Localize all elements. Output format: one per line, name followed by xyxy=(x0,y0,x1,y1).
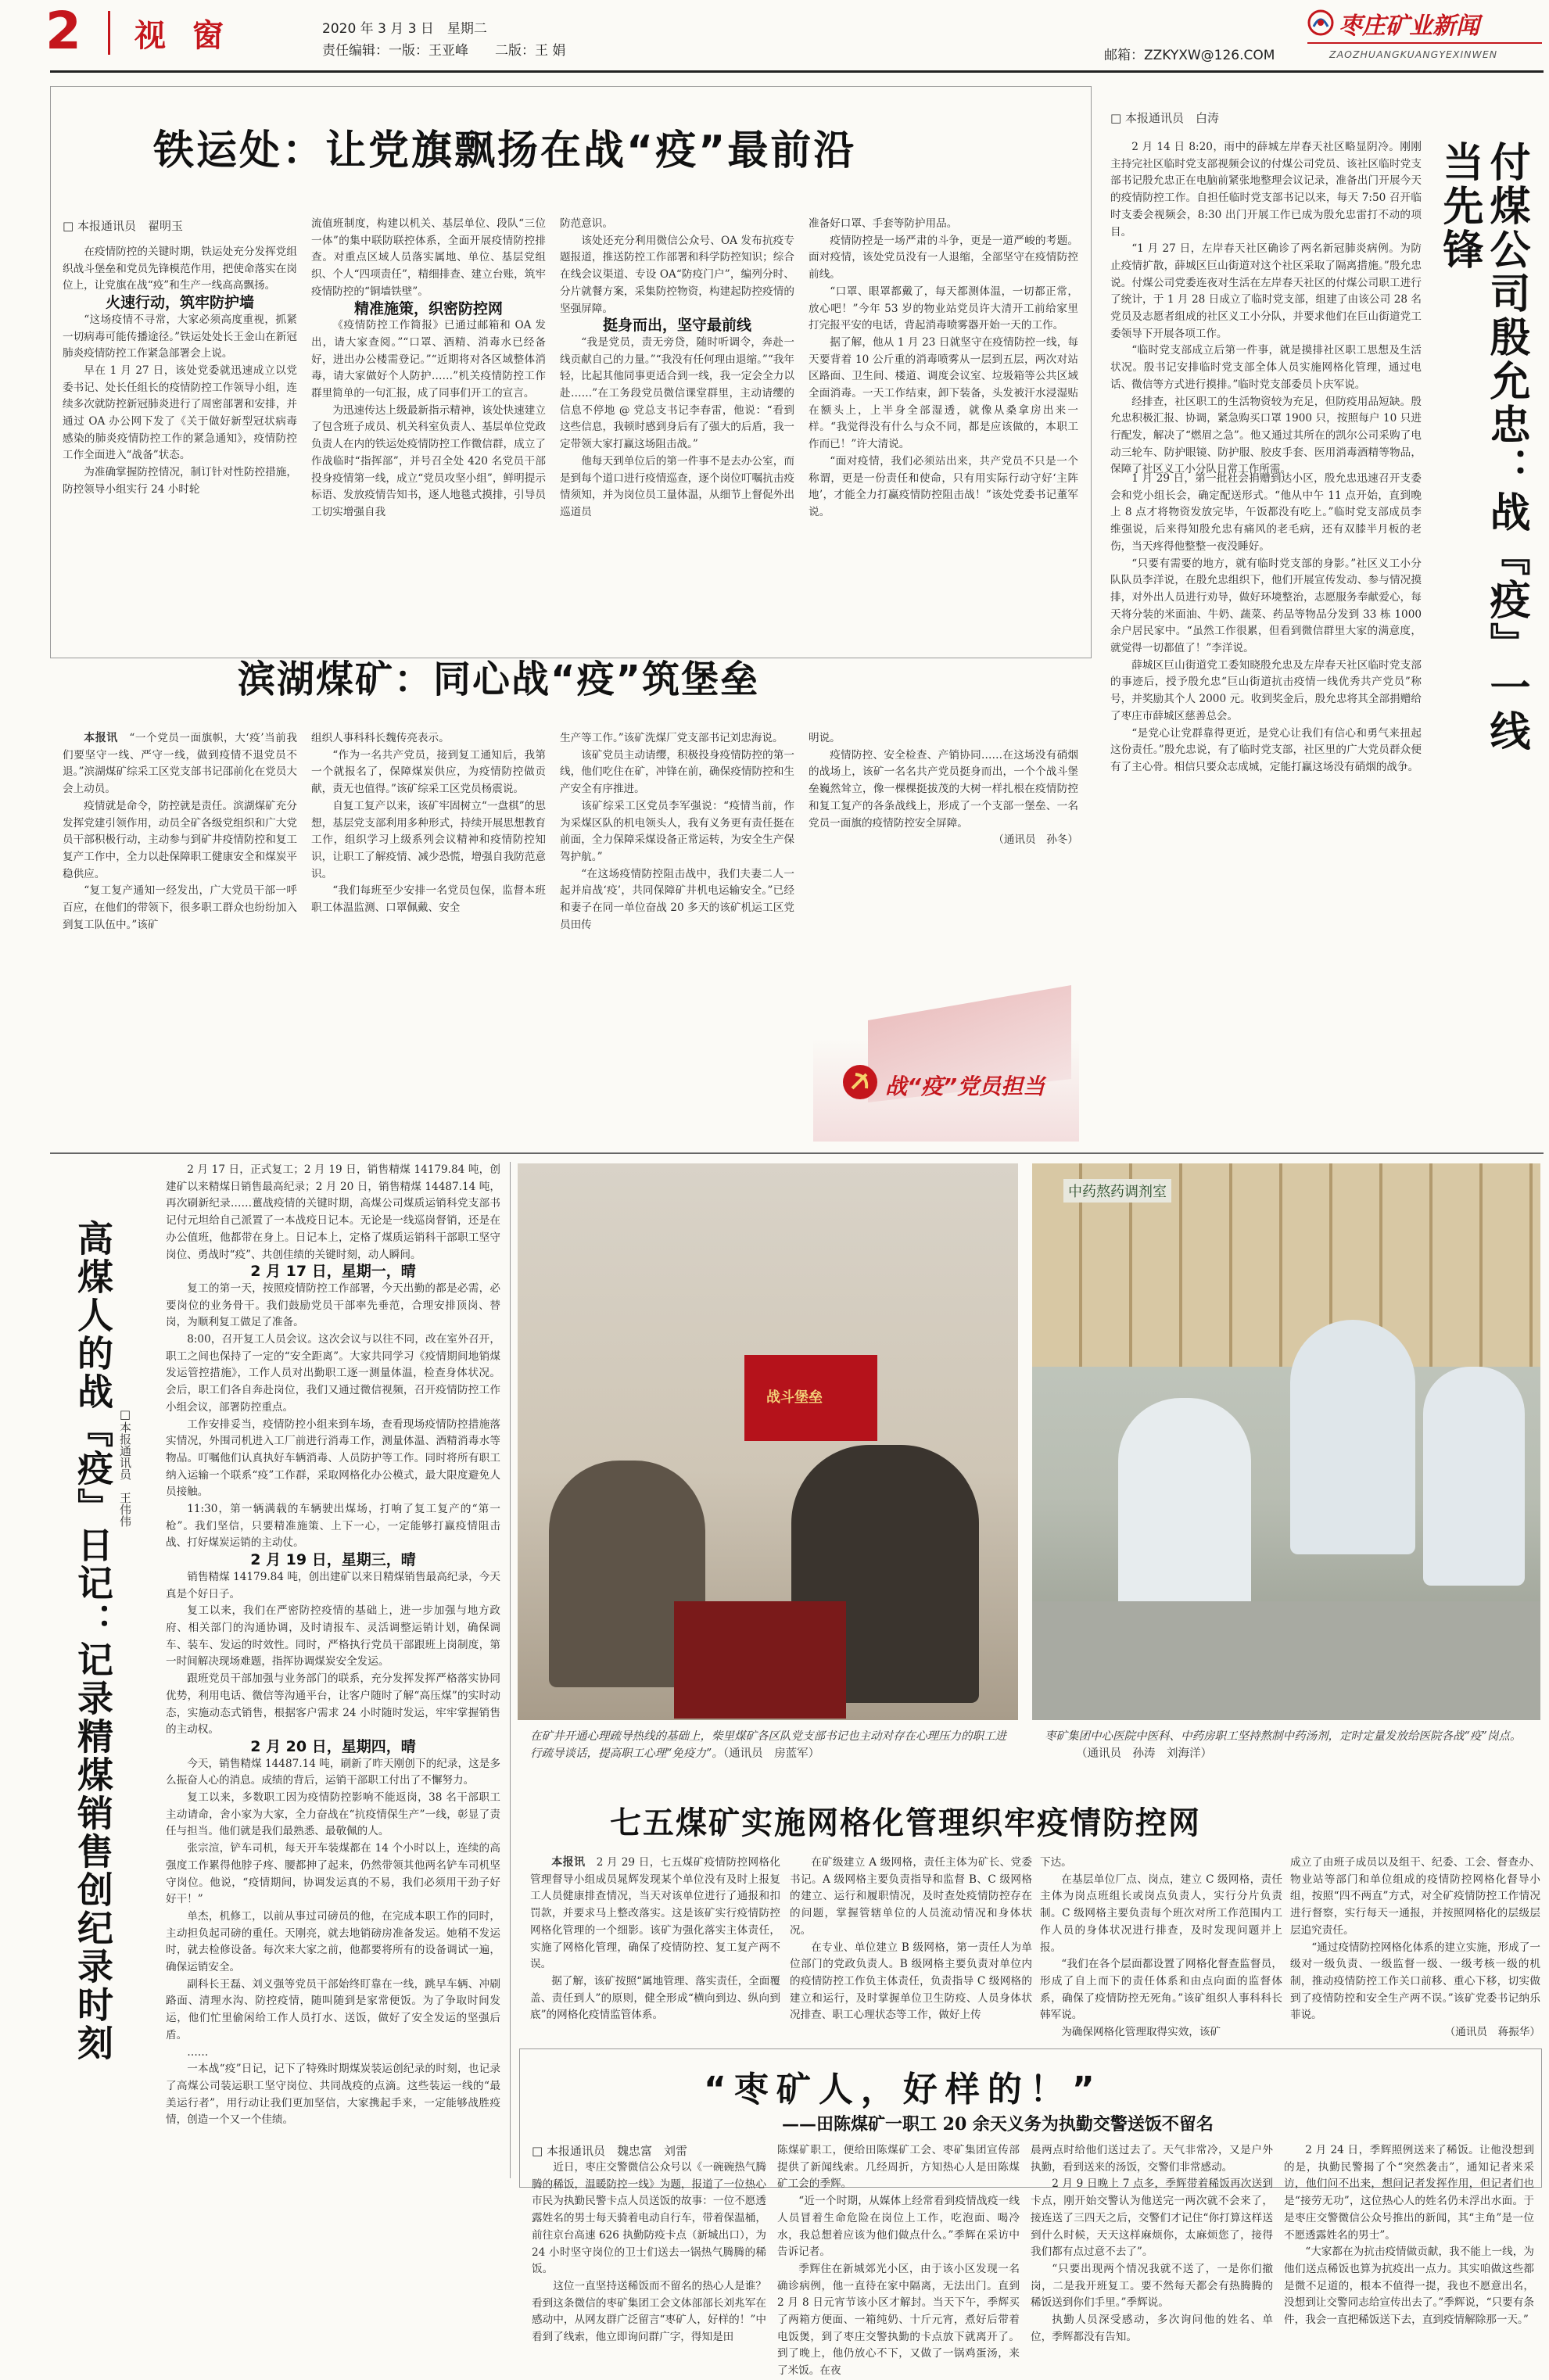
paragraph: “作为一名共产党员，接到复工通知后，我第一个就报名了，保障煤炭供应，为疫情防控做贡献，责无也值得。”该矿综采工区党员杨震说。 xyxy=(311,748,546,796)
article4-byline xyxy=(117,1407,134,1626)
article1-col4 xyxy=(809,216,1078,651)
byline-text: 本报通讯员 白涛 xyxy=(1124,111,1219,125)
subheading: 挺身而出，坚守最前线 xyxy=(602,317,751,335)
paragraph: “是党心让党群靠得更近，是党心让我们有信心和勇气来扭起这份责任。”殷允忠说，有了临时党支部，社区里的广大党员群众便有了主心骨。相信只要众志成城，定能打赢这场没有硝烟的战争。 xyxy=(1110,726,1422,773)
paragraph: 他每天到单位后的第一件事不是去办公室，而是到每个道口进行疫情巡查，逐个岗位叮嘱抗击疫情须知，并为岗位员工量体温，从细节上督促外出巡道员 xyxy=(560,454,794,518)
issue-date: 2020 年 3 月 3 日 星期二 xyxy=(322,21,487,37)
paragraph: “只要出现两个情况我就不送了，一是你们撤岗，二是我开班复工。要不然每天都会有热腾腾的稀饭送到你们手里。”季辉说。 xyxy=(1031,2262,1273,2310)
photo-counseling xyxy=(518,1163,1018,1720)
paragraph: 1 月 29 日，第一批社会捐赠到达小区，殷允忠迅速召开支委会和党小组长会，确定配送形式。“他从中午 11 点开始，直到晚上 8 点才将物资发放完毕，午饭都没有吃上。”临时党支部成员李维强说，后来得知殷允忠有痛风的老毛病，还有双膝半月板的老伤，当天疼得他整整一夜没睡好。 xyxy=(1110,472,1422,553)
paragraph: 复工以来，我们在严密防控疫情的基础上，进一步加强与地方政府、相关部门的沟通协调，及时请报车、灵活调整运销计划，确保调车、装车、发运的时效性。同时，严格执行党员干部跟班上岗制度，第一时间解决现场难题，指挥协调煤炭安全发运。 xyxy=(166,1604,500,1669)
paragraph: 执勤人员深受感动，多次询问他的姓名、单位，季辉都没有告知。 xyxy=(1031,2314,1273,2343)
article5-col1 xyxy=(530,1855,780,2042)
article5-col4 xyxy=(1290,1855,1540,2042)
paragraph: 跟班党员干部加强与业务部门的联系，充分发挥发挥严格落实协同优势，利用电话、微信等沟通平台，让客户随时了解“高压煤”的实时动态，实施动态式销售，根据客户需求 24 小时随时发运，牢牢掌握销售的主动权。 xyxy=(166,1672,500,1737)
diary-date: 2 月 17 日，星期一，晴 xyxy=(250,1263,416,1281)
paragraph: 2 月 9 日晚上 7 点多，季辉带着稀饭再次送到卡点，刚开始交警认为他送完一两次就不会来了，接连送了三四天之后，交警们才记住“你打算这样送到什么时候，天天这样麻烦你，太麻烦您了，接得我们都有点过意不去了”。 xyxy=(1031,2177,1273,2259)
paper-pinyin: ZAOZHUANGKUANGYEXINWEN xyxy=(1329,48,1498,60)
caption-credit: （通讯员 房蓝军） xyxy=(723,1747,820,1760)
paragraph: “近一个时期，从媒体上经常看到疫情战疫一线人员冒着生命危险在岗位上工作，吃泡面、喝冷水，我总想着应该为他们做点什么。”季辉在采访中告诉记者。 xyxy=(777,2195,1020,2259)
paragraph: 在基层单位厂点、岗点，建立 C 级网格，责任主体为岗点班组长或岗点负责人，实行分片负责制。C 级网格主要负责每个班次对所工作范围内工作人员的身体状况进行排查，及时发现问题并上报。 xyxy=(1040,1873,1282,1954)
paragraph: 工作安排妥当，疫情防控小组来到车场，查看现场疫情防控措施落实情况，外围司机进入工厂前进行消毒工作，测量体温、酒精消毒水等物品。叮嘱他们认真执好车辆消毒、人员防护等工作。同时将所有职工纳入运输一个联系“疫”工作群，采取网格化办公模式，最大限度避免人员接触。 xyxy=(166,1418,500,1499)
article1-col1 xyxy=(63,244,297,651)
article4-title: 高煤人的战『疫』日记：记录精煤销售创纪录时刻 xyxy=(72,1220,114,2063)
paragraph: 复工以来，多数职工因为疫情防控影响不能返岗，38 名干部职工主动请命，舍小家为大家，全力奋战在“抗疫情保生产”一线，彰显了责任与担当。他们就是我们最熟悉、最敬佩的人。 xyxy=(166,1791,500,1838)
paragraph: 明说。 xyxy=(809,732,841,744)
paper-logo xyxy=(1307,6,1542,45)
article3-col1 xyxy=(1110,139,1422,476)
paragraph: 为确保网格化管理取得实效，该矿 xyxy=(1061,2026,1221,2039)
paragraph: 为迅速传达上级最新指示精神，该处快速建立了包含班子成员、机关科室负责人、基层单位党政负责人在内的铁运处疫情防控工作微信群，成立了作战临时“指挥部”，并号召全处 420 名党员干部投身疫情第一线，成立“党员攻坚小组”，鲜明提示标语、发放疫情告知书，逐人地毯式摸排，引导员工切实增强自我 xyxy=(311,403,546,518)
banner-text: 战“疫”党员担当 xyxy=(885,1074,1045,1099)
article2-col3 xyxy=(560,730,794,1145)
paragraph: 副科长王磊、刘义强等党员干部始终盯靠在一线，跳早车辆、冲刷路面、清理水沟、防控疫情，随叫随到是家常便饭。为了争取时间发运，他们忙里偷闲给工作人员打水、送饭，做好了安全发运的坚强后盾。 xyxy=(166,1977,500,2041)
photo-caption-left xyxy=(530,1728,1015,1762)
paragraph: 下达。 xyxy=(1040,1856,1072,1869)
paragraph: “我们在各个层面都设置了网格化督查监督员，形成了自上而下的责任体系和由点向面的监督体系，确保了疫情防控无死角。”该矿组织人事科科长韩军说。 xyxy=(1040,1958,1282,2022)
byline-marker-icon: □ xyxy=(1110,111,1125,125)
article2-col4 xyxy=(809,730,1078,962)
paragraph: “大家都在为抗击疫情做贡献，我不能上一线，为他们送点稀饭也算为抗疫出一点力。其实咱做这些都是微不足道的，根本不值得一提，我也不愿意出名，没想到让交警同志给宣传出去了。”季辉说，“只要有条件，我会一直把稀饭送下去，直到疫情解除那一天。” xyxy=(1284,2246,1534,2327)
paragraph: 《疫情防控工作简报》已通过邮箱和 OA 发出，请大家查阅。”“口罩、酒精、消毒水已经备好，进出办公楼需登记。”“近期将对各区域整体消毒，请大家做好个人防护……”机关疫情防控工作群里简单的一句汇报，成了同事们开工的宣言。 xyxy=(311,319,546,400)
byline-text: 本报通讯员 王伟伟 xyxy=(118,1421,132,1527)
paragraph: 近日，枣庄交警微信公众号以《一碗碗热气腾腾的稀饭，温暖防控一线》为题，报道了一位热心市民为执勤民警卡点人员送饭的故事：一位不愿透露姓名的男士每天骑着电动自行车，带着保温桶，前往京台高速 626 执勤防疫卡点（新城出口），为 24 小时坚守岗位的卫士们送去一锅热气腾腾的稀饭。 xyxy=(532,2161,766,2276)
article6-subtitle: ——田陈煤矿一职工 20 余天义务为执勤交警送饭不留名 xyxy=(782,2114,1214,2134)
photo-sign-text: 中药熬药调剂室 xyxy=(1063,1179,1171,1203)
diary-date: 2 月 19 日，星期三，晴 xyxy=(250,1551,416,1569)
article6-col1 xyxy=(532,2160,766,2344)
paragraph: 本报讯 2 月 29 日，七五煤矿疫情防控网格化管理督导小组成员晁辉发现某个单位没有及时上报复工人员健康排查情况，当天对该单位进行了通报和扣罚款，并要求马上整改落实。这是该矿实行疫情防控网格化管理的一个细影。该矿为强化落实主体责任，实施了网格化管理，确保了疫情防控、复工复产两不误。 xyxy=(530,1856,780,1971)
paragraph: 这位一直坚持送稀饭而不留名的热心人是谁？看到这条微信的枣矿集团工会文体部部长刘兆军在感动中，从网友群广泛留言“枣矿人，好样的！”中看到了线索，他立即询问群广字，得知是田 xyxy=(532,2279,766,2344)
section-rule xyxy=(50,1152,1544,1154)
masthead-rule xyxy=(50,70,1544,73)
article5-col2 xyxy=(790,1855,1032,2042)
paragraph: 经排查，社区职工的生活物资较为充足，但防疫用品短缺。殷允忠积极汇报、协调，紧急购买口罩 1900 只，按照每户 10 只进行配发，解决了“燃眉之急”。他又通过其所在的凯尔公司采购了电动三轮车、防护眼镜、防护服、胶皮手套、医用消毒酒精等物品，保障了社区义工小分队日常工作所需。 xyxy=(1110,395,1422,476)
photo-pharmacy xyxy=(1032,1163,1540,1720)
responsible-editors: 责任编辑：一版：王亚峰 二版：王 娟 xyxy=(322,43,566,59)
paragraph: “临时党支部成立后第一件事，就是摸排社区职工思想及生活状况。殷书记安排临时党支部全体人员实施网格化管理，通过电话、微信等方式进行摸排。”临时党支部委员卜庆军说。 xyxy=(1110,344,1422,391)
article6-col3 xyxy=(1031,2142,1273,2343)
paragraph: “我是党员，责无旁贷，随时听调令，奔赴一线贡献自己的力量。”“我没有任何理由退缩。”“我年轻，比起其他同事更适合到一线，我一定会全力以赴……”在工务段党员微信课堂群里，主动请缨的信息不停地 @ 党总支书记李春雷，他说：“看到这些信息，我顿时感到身后有了强大的后盾，我一定带领大家打赢这场阻击战。” xyxy=(560,335,794,451)
paragraph: 张宗渲，铲车司机，每天开车装煤都在 14 个小时以上，连续的高强度工作累得他脖子疼、腰都抻了起来，仍然带领其他两名铲车司机坚守岗位。他说，“疫情期间，协调发运真的不易，我们必须用干劲子好好干！” xyxy=(166,1842,500,1906)
caption-credit: （通讯员 孙涛 刘海洋） xyxy=(1076,1747,1212,1760)
paragraph: 成立了由班子成员以及组干、纪委、工会、督查办、物业站等部门和单位组成的疫情防控网格化督导小组，按照“四不两直”方式，对全矿疫情防控工作情况进行督察，实行每天一通报，并按照网格化的层级层层追究责任。 xyxy=(1290,1856,1540,1937)
masthead-underline xyxy=(1307,42,1542,44)
article3-col3 xyxy=(1110,987,1540,1143)
paragraph: …… xyxy=(187,2045,209,2059)
paragraph: 11:30，第一辆满载的车辆驶出煤场，打响了复工复产的“第一枪”。我们坚信，只要精准施策、上下一心，一定能够打赢疫情阻击战、打好煤炭运销的主动仗。 xyxy=(166,1503,500,1550)
paragraph-text: “一个党员一面旗帜，大‘疫’当前我们要坚守一线、严守一线，做到疫情不退党员不退。”滨湖煤矿综采工区党支部书记邵前化在党员大会上动员。 xyxy=(63,732,298,796)
paragraph: 组织人事科科长魏传亮表示。 xyxy=(311,732,450,744)
column-divider xyxy=(510,1162,511,2178)
section-name: 视 窗 xyxy=(134,17,231,54)
article2-col2 xyxy=(311,730,546,1145)
paragraph: 据了解，该矿按照“属地管理、落实责任，全面覆盖、责任到人”的原则，健全形成“横向到边、纵向到底”的网格化疫情监管体系。 xyxy=(530,1974,780,2022)
photo-banner-text: 战斗堡垒 xyxy=(766,1389,823,1406)
photo-desk xyxy=(674,1601,846,1719)
paragraph-text: 2 月 29 日，七五煤矿疫情防控网格化管理督导小组成员晁辉发现某个单位没有及时上报复工人员健康排查情况，当天对该单位进行了通报和扣罚款，并要求马上整改落实。这是该矿实行疫情防控网格化管理的一个细影。该矿为强化落实主体责任，实施了网格化管理，确保了疫情防控、复工复产两不误。 xyxy=(530,1856,780,1971)
paragraph: 自复工复产以来，该矿牢固树立“一盘棋”的思想，基层党支部利用多种形式，持续开展思想教育工作，组织学习上级系列会议精神和疫情防控知识，让职工了解疫情、减少恐慌，增强自我防范意识。 xyxy=(311,799,546,880)
diary-date: 2 月 20 日，星期四，晴 xyxy=(250,1737,416,1755)
paragraph: 该处还充分利用微信公众号、OA 发布抗疫专题报道，推送防控工作部署和科学防控知识；综合在线会议渠道、专设 OA“防疫门户”，编列分时、分片就餐方案，采集防控物资，构建起防控疫情的坚强屏障。 xyxy=(560,234,794,315)
paragraph: 疫情防控是一场严肃的斗争，更是一道严峻的考题。面对疫情，该处党员没有一人退缩，全部坚守在疫情防控前线。 xyxy=(809,234,1078,281)
paragraph: 一本战“疫”日记，记下了特殊时期煤炭装运创纪录的时刻，也记录了高煤公司装运职工坚守岗位、共同战疫的点滴。这些装运一线的“最美运行者”，用行动让我们更加坚信，大家携起手来，一定能够战胜疫情，创造一个又一个佳绩。 xyxy=(166,2063,500,2127)
paragraph: 在疫情防控的关键时期，铁运处充分发挥党组织战斗堡垒和党员先锋模范作用，把使命落实在岗位上，让党旗在战“疫”和生产一线高高飘扬。 xyxy=(63,246,297,292)
party-emblem-icon xyxy=(841,1063,879,1101)
subheading: 火速行动，筑牢防护墙 xyxy=(105,294,254,312)
paragraph: “通过疫情防控网格化体系的建立实施，形成了一级对一级负责、一级监督一级、一级考核一级的机制，推动疫情防控工作关口前移、重心下移，切实做到了疫情防控和安全生产两不误。”该矿党委书记纳乐菲说。 xyxy=(1290,1941,1540,2022)
article2-col1 xyxy=(63,730,297,1145)
paragraph: 该矿党员主动请缨，积极投身疫情防控的第一线，他们吃住在矿，冲锋在前，确保疫情防控和生产安全有序推进。 xyxy=(560,748,794,796)
paragraph: “1 月 27 日，左岸春天社区确诊了两名新冠肺炎病例。为防止疫情扩散，薛城区巨山街道对这个社区采取了隔离措施。”殷允忠说。付煤公司党委连夜对生活在左岸春天社区的付煤公司职工进行了统计，于 1 月 28 日成立了临时党支部，组建了由该公司 28 名党员及志愿者组成的社区义工小分队，并要求他们在巨山街道党工委领导下开展各项工作。 xyxy=(1110,242,1422,340)
photo-caption-right xyxy=(1045,1728,1529,1762)
paragraph: 在矿级建立 A 级网格，责任主体为矿长、党委书记。A 级网格主要负责指导和监督 B、C 级网格的建立、运行和履职情况，及时查处疫情防控存在的问题，掌握管辖单位的人员流动情况和身体状况。 xyxy=(790,1856,1032,1937)
page-number: 2 xyxy=(45,1,81,61)
paragraph: “口罩、眼罩都戴了，每天都测体温，一切都正常，放心吧！”今年 53 岁的物业站党员许大清开工前给家里打完报平安的电话，背起消毒喷雾器开始一天的工作。 xyxy=(809,285,1078,332)
byline-text: 本报通讯员 魏忠富 刘雷 xyxy=(546,2144,687,2158)
paragraph: 2 月 24 日，季辉照例送来了稀饭。让他没想到的是，执勤民警揭了个“突然袭击”，通知记者来采访，他们问不出来，想问记者发挥作用，但记者们也是“接劳无功”，这位热心人的姓名仍未浮出水面。于是枣庄交警微信公众号推出的新闻，其“主角”是一位不愿透露姓名的男士”。 xyxy=(1284,2144,1534,2242)
paragraph: 本报讯 “一个党员一面旗帜，大‘疫’当前我们要坚守一线、严守一线，做到疫情不退党员不退。”滨湖煤矿综采工区党支部书记邵前化在党员大会上动员。 xyxy=(63,732,298,796)
byline-text: 本报通讯员 翟明玉 xyxy=(77,219,183,233)
paragraph: 防范意识。 xyxy=(560,217,613,230)
paragraph: “在这场疫情防控阻击战中，我们夫妻二人一起并肩战‘疫’，共同保障矿井机电运输安全。”已经和妻子在同一单位奋战 20 多天的该矿机运工区党员田传 xyxy=(560,867,794,931)
paragraph: 今天，销售精煤 14487.14 吨，刷新了昨天刚创下的纪录，这是多么振奋人心的消息。成绩的背后，运销干部职工付出了不懈努力。 xyxy=(166,1757,500,1787)
photo-table xyxy=(1032,1601,1540,1720)
paragraph: “面对疫情，我们必须站出来，共产党员不只是一个称谓，更是一份责任和使命，只有用实际行动守好‘主阵地’，才能全力打赢疫情防控阻击战！”该处党委书记董军说。 xyxy=(809,454,1078,518)
party-banner xyxy=(813,970,1079,1142)
byline-marker-icon: □ xyxy=(63,219,77,233)
paragraph: 疫情就是命令，防控就是责任。滨湖煤矿充分发挥党建引领作用，动员全矿各级党组织和广大党员干部积极行动，主动参与到矿井疫情防控和复工复产工作中，全力以赴保障职工健康安全和煤炭平稳供应。 xyxy=(63,799,297,880)
paragraph: 该矿综采工区党员李军强说：“疫情当前，作为采煤区队的机电领头人，我有义务更有责任挺在前面，全力保障采煤设备正常运转，为安全生产保驾护航。” xyxy=(560,799,794,863)
article6-col2 xyxy=(777,2142,1020,2378)
photo-worker-3 xyxy=(1423,1367,1525,1586)
caption-text: 枣矿集团中心医院中医科、中药房职工坚持熬制中药汤剂，定时定量发放给医院各战“疫”岗点。 xyxy=(1045,1730,1522,1743)
paragraph: 准备好口罩、手套等防护用品。 xyxy=(809,217,958,230)
paragraph: 薛城区巨山街道党工委知晓殷允忠及左岸春天社区临时党支部的事迹后，授予殷允忠“巨山街道抗击疫情一线优秀共产党员”称号，并奖励其个人 2000 元。收到奖金后，殷允忠将其全部捐赠给了枣庄市薛城区慈善总会。 xyxy=(1110,658,1422,722)
article6-title: “枣矿人，好样的！” xyxy=(704,2070,1103,2109)
article6-byline xyxy=(532,2142,687,2159)
photo-worker-2 xyxy=(1290,1320,1415,1554)
subheading: 精准施策，织密防控网 xyxy=(353,299,503,317)
article6-col4 xyxy=(1284,2142,1534,2327)
article3-byline xyxy=(1110,109,1219,126)
article1-col2 xyxy=(311,216,546,651)
paragraph: 2 月 17 日，正式复工；2 月 19 日，销售精煤 14179.84 吨，创建矿以来精煤日销售最高纪录；2 月 20 日，销售精煤 14487.14 吨，再次刷新纪录……薑战疫情的关键时期，高煤公司煤质运销科党支部书记付元坦给自己派置了一本战疫日记本。无论是一线巡岗督销，还是在办公值班，他都带在身上。日记本上，定格了煤质运销科干部职工坚守岗位、勇战时“疫”、共创佳绩的关键时刻，动人瞬间。 xyxy=(166,1163,500,1261)
article2-credit: （通讯员 孙冬） xyxy=(993,833,1078,847)
byline-marker-icon: □ xyxy=(118,1407,132,1421)
paragraph: 复工的第一天，按照疫情防控工作部署，今天出勤的都是必需，必要岗位的业务骨干。我们鼓励党员干部率先垂范，合理安排顶岗、替岗，为顺利复工做足了准备。 xyxy=(166,1281,500,1329)
article5-credit: （通讯员 蒋振华） xyxy=(1444,2026,1540,2039)
paragraph: 销售精煤 14179.84 吨，创出建矿以来日精煤销售最高纪录，今天真是个好日子。 xyxy=(166,1570,500,1600)
paragraph: 单杰，机修工，以前从事过司磅员的他，在完成本职工作的同时，主动担负起司磅的重任。天刚亮，就去地销磅房准备发运。她稍不发运时，就去检修设备。每次来大家之前，他都要将所有的设备调试一遍，确保运销安全。 xyxy=(166,1909,500,1974)
caption-text: 在矿井开通心理疏导热线的基础上，柴里煤矿各区队党支部书记也主动对存在心理压力的职工进行疏导谈话，提高职工心理“免疫力”。 xyxy=(530,1730,1006,1760)
article5-col3 xyxy=(1040,1855,1282,2042)
paragraph: 为准确掌握防控情况，制订针对性防控措施，防控领导小组实行 24 小时轮 xyxy=(63,466,297,496)
article3-title: 付煤公司殷允忠：战『疫』一线当先锋 xyxy=(1436,141,1529,754)
paragraph: 季辉住在新城郊光小区，由于该小区发现一名确诊病例，他一直待在家中隔离，无法出门。直到 2 月 8 日元宵节该小区才解封。当天下午，季辉买了两箱方便面、一箱纯奶、十斤元宵，煮好后带着电饭煲，到了枣庄交警执勤的卡点放下就离开了。到了晚上，他仍放心不下，又做了一锅鸡蛋汤，来了米饭。在夜 xyxy=(777,2262,1020,2378)
article2-title: 滨湖煤矿：同心战“疫”筑堡垒 xyxy=(238,658,760,701)
paragraph: 陈煤矿职工，便给田陈煤矿工会、枣矿集团宣传部提供了新闻线索。几经周折，方知热心人是田陈煤矿工会的季辉。 xyxy=(777,2144,1020,2191)
paper-logo-icon xyxy=(1307,9,1334,36)
paragraph: “只要有需要的地方，就有临时党支部的身影。”社区义工小分队队员李洋说，在殷允忠组织下，他们开展宣传发动、参与情况摸排，对外出人员进行劝导，做好环境整治，志愿服务奉献爱心，每天将分装的米面油、牛奶、蔬菜、药品等物品分发到 33 栋 1000 余户居民家中。“虽然工作很累，但看到微信群里大家的满意度，就觉得一切都值了！”李洋说。 xyxy=(1110,557,1422,655)
paragraph: 生产等工作。”该矿洗煤厂党支部书记刘忠海说。 xyxy=(560,732,783,744)
paragraph: 晨两点时给他们送过去了。天气非常冷，又是户外执勤，看到送来的汤饭，交警们非常感动。 xyxy=(1031,2144,1273,2174)
article3-col2 xyxy=(1110,471,1422,987)
paragraph: 8:00，召开复工人员会议。这次会议与以往不同，改在室外召开，职工之间也保持了一定的“安全距离”。大家共同学习《疫情期间地销煤发运管控措施》，工作人员对出勤职工逐一测量体温，检查身体状况。会后，职工们各自奔赴岗位，我们又通过微信视频，召开疫情防控工作小组会议，部署防控重点。 xyxy=(166,1333,500,1414)
article1-byline xyxy=(63,217,183,234)
paragraph: 早在 1 月 27 日，该处党委就迅速成立以党委书记、处长任组长的疫情防控工作领导小组，连续多次就防控新冠肺炎进行了周密部署和安排，并通过 OA 办公网下发了《关于做好新型冠状病毒感染的肺炎疫情防控工作的紧急通知》，疫情防控工作全面进入“战备”状态。 xyxy=(63,364,297,462)
paragraph: 2 月 14 日 8:20，雨中的薛城左岸春天社区略显阴冷。刚刚主持完社区临时党支部视频会议的付煤公司党员、该社区临时党支部书记殷允忠正在电脑前紧张地整理会议记录，准备出门开展今天的疫情防控工作。自担任临时党支部书记以来，每天 7:50 召开临时支委会视频会，8:30 出门开展工作已成为殷允忠雷打不动的项目。 xyxy=(1110,141,1422,238)
paragraph: “复工复产通知一经发出，广大党员干部一呼百应，在他们的带领下，很多职工群众也纷纷加入到复工队伍中。”该矿 xyxy=(63,884,297,931)
paragraph: “这场疫情不寻常，大家必须高度重视，抓紧一切病毒可能传播途径。”铁运处处长王金山在新冠肺炎疫情防控工作紧急部署会上说。 xyxy=(63,313,297,360)
paper-name: 枣庄矿业新闻 xyxy=(1339,13,1479,40)
paragraph: 在专业、单位建立 B 级网格，第一责任人为单位部门的党政负责人。B 级网格主要负责对单位内的疫情防控工作负主体责任，负责指导 C 级网格的建立和运行，及时掌握单位卫生防疫、人员身体状况排查、职工心理状态等工作，做好上传 xyxy=(790,1941,1032,2022)
byline-marker-icon: □ xyxy=(532,2144,547,2158)
masthead-divider xyxy=(108,11,110,55)
article5-title: 七五煤矿实施网格化管理织牢疫情防控网 xyxy=(610,1805,1201,1841)
paragraph: 流值班制度，构建以机关、基层单位、段队“三位一体”的集中联防联控体系，全面开展疫情防控排查。对重点区域人员落实属地、单位、基层党组织、个人“四项责任”，精细排查、建立台账，筑牢疫情防控的“铜墙铁壁”。 xyxy=(311,217,546,298)
paragraph: “我们每班至少安排一名党员包保，监督本班职工体温监测、口罩佩戴、安全 xyxy=(311,884,546,915)
article4-col xyxy=(166,1162,500,2178)
email: 邮箱：ZZKYXW@126.COM xyxy=(1104,48,1275,63)
article1-col3 xyxy=(560,216,794,651)
article1-title: 铁运处：让党旗飘扬在战“疫”最前沿 xyxy=(153,127,857,174)
paragraph: 疫情防控、安全检查、产销协同……在这场没有硝烟的战场上，该矿一名名共产党员挺身而出，一个个战斗堡垒巍然耸立，像一棵棵挺拔茂的大树一样扎根在疫情防控和复工复产的各条战线上，形成了一个支部一堡垒、一名党员一面旗的疫情防控安全屏障。 xyxy=(809,748,1078,830)
paragraph: 据了解，他从 1 月 23 日就坚守在疫情防控一线，每天要背着 10 公斤重的消毒喷雾从一层到五层，两次对站区路面、卫生间、楼道、调度会议室、垃圾箱等公共区域全面消毒。一天工作结束，卸下装备，头发被汗水浸湿贴在额头上，上半身全部湿透，就像从桑拿房出来一样。“我觉得没有什么与众不同，都是应该做的，本职工作而已！”许大清说。 xyxy=(809,335,1078,451)
masthead xyxy=(0,0,1549,70)
